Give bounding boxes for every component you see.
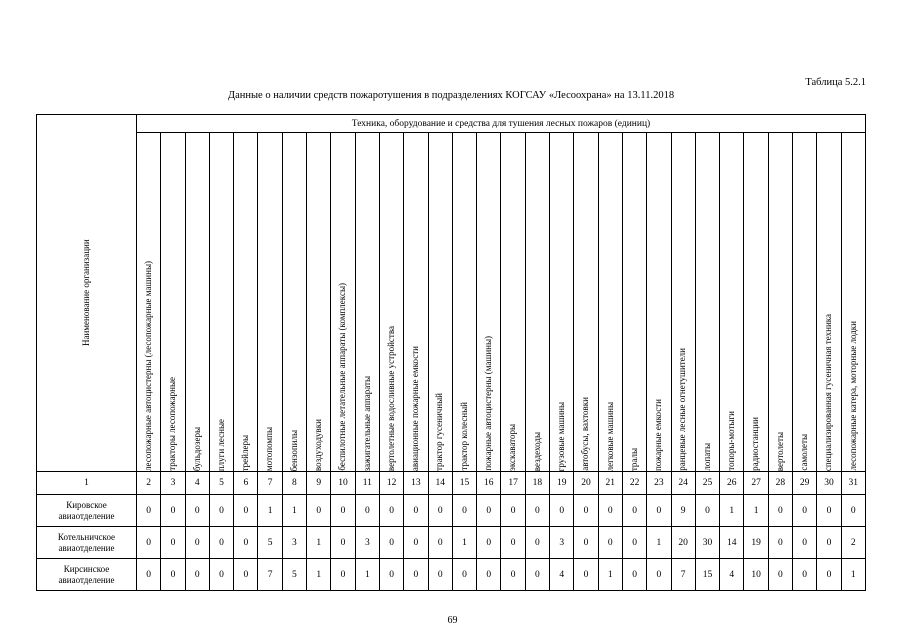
column-number-cell: 30 [817,472,841,495]
value-cell: 0 [404,559,428,591]
column-header-25 [695,133,719,472]
column-header-label: воздуходувки [313,418,323,471]
column-header-8 [282,133,306,472]
table-row [37,559,866,591]
value-cell: 0 [647,559,671,591]
value-cell: 1 [744,495,768,527]
column-header-label: пожарные емкости [653,399,664,471]
value-cell: 14 [720,527,744,559]
column-header-10 [331,133,355,472]
column-header-label: топоры-мотыги [726,411,737,471]
table-number: Таблица 5.2.1 [805,77,866,88]
column-header-label: бульдозеры [191,426,202,471]
value-cell: 15 [695,559,719,591]
organization-column-header [37,115,137,472]
organization-name-line: Котельничское [57,532,116,543]
column-number-cell: 3 [161,472,185,495]
value-cell: 0 [768,559,792,591]
column-header-label: вертолетные водосливные устройства [385,325,396,471]
column-number-cell: 23 [647,472,671,495]
column-header-11 [355,133,379,472]
organization-column-header-label: Наименование организации [80,239,91,347]
column-header-label: экскаваторы [507,424,518,471]
column-number-cell: 22 [622,472,646,495]
organization-name-cell [37,527,137,559]
organization-name-line: авиаотделение [58,542,115,553]
organization-name-line: Кировское [66,500,107,511]
value-cell: 0 [379,559,403,591]
organization-name-line: авиаотделение [58,574,115,585]
column-number-cell: 1 [37,472,137,495]
column-number-cell: 28 [768,472,792,495]
table-row [37,527,866,559]
value-cell: 3 [282,527,306,559]
value-cell: 4 [550,559,574,591]
value-cell: 0 [331,559,355,591]
value-cell: 19 [744,527,768,559]
column-number-cell: 5 [209,472,233,495]
value-cell: 0 [307,495,331,527]
value-cell: 0 [622,495,646,527]
value-cell: 9 [671,495,695,527]
value-cell: 0 [137,559,161,591]
column-header-24 [671,133,695,472]
column-header-28 [768,133,792,472]
value-cell: 1 [307,527,331,559]
column-header-label: тракторы лесопожарные [167,377,178,471]
column-header-6 [234,133,258,472]
value-cell: 0 [841,495,865,527]
column-header-30 [817,133,841,472]
value-cell: 0 [501,495,525,527]
value-cell: 0 [161,495,185,527]
column-header-label: ранцевые лесные огнетушители [677,348,688,471]
value-cell: 0 [161,559,185,591]
value-cell: 4 [720,559,744,591]
value-cell: 1 [598,559,622,591]
column-number-cell: 9 [307,472,331,495]
column-header-label: трактор гусеничный [434,393,445,471]
column-number-cell: 31 [841,472,865,495]
value-cell: 0 [379,495,403,527]
column-header-label: лесопожарные автоцистерны (лесопожарные машины) [142,261,153,471]
value-cell: 0 [622,559,646,591]
column-header-label: авиационные пожарные емкости [410,345,421,471]
column-number-cell: 12 [379,472,403,495]
value-cell: 0 [817,559,841,591]
equipment-group-header: Техника, оборудование и средства для тушения лесных пожаров (единиц) [137,115,866,133]
value-cell: 3 [355,527,379,559]
organization-name-cell [37,495,137,527]
value-cell: 0 [768,495,792,527]
value-cell: 1 [258,495,282,527]
column-header-22 [622,133,646,472]
column-header-19 [550,133,574,472]
column-header-4 [185,133,209,472]
value-cell: 0 [234,559,258,591]
value-cell: 0 [428,559,452,591]
value-cell: 0 [525,527,549,559]
column-header-9 [307,133,331,472]
value-cell: 0 [355,495,379,527]
value-cell: 0 [598,495,622,527]
value-cell: 0 [793,527,817,559]
column-header-label: лопаты [701,443,712,471]
column-number-cell: 13 [404,472,428,495]
column-header-label: бензопилы [288,429,299,471]
column-number-cell: 29 [793,472,817,495]
column-header-label: вездеходы [531,431,542,471]
column-header-12 [379,133,403,472]
value-cell: 0 [209,527,233,559]
column-header-27 [744,133,768,472]
value-cell: 0 [331,527,355,559]
value-cell: 0 [550,495,574,527]
value-cell: 10 [744,559,768,591]
column-header-label: пожарные автоцистерны (машины) [483,336,494,471]
column-number-cell: 21 [598,472,622,495]
column-number-cell: 18 [525,472,549,495]
column-header-14 [428,133,452,472]
column-number-cell: 4 [185,472,209,495]
column-header-20 [574,133,598,472]
column-header-label: тралы [628,447,639,471]
organization-name-line: авиаотделение [58,510,115,521]
value-cell: 0 [477,559,501,591]
value-cell: 0 [817,527,841,559]
organization-name-line: Кирсинское [63,564,110,575]
value-cell: 0 [695,495,719,527]
column-header-label: радиостанции [750,417,761,471]
value-cell: 0 [452,559,476,591]
column-number-cell: 6 [234,472,258,495]
column-header-label: легковые машины [604,401,615,471]
value-cell: 3 [550,527,574,559]
column-number-cell: 10 [331,472,355,495]
group-header-row [37,115,866,133]
value-cell: 0 [428,495,452,527]
value-cell: 0 [793,495,817,527]
value-cell: 0 [501,559,525,591]
column-numbers-row [37,472,866,495]
value-cell: 0 [525,495,549,527]
column-header-13 [404,133,428,472]
column-header-label: трейлеры [240,434,251,471]
column-number-cell: 24 [671,472,695,495]
column-number-cell: 14 [428,472,452,495]
column-number-cell: 19 [550,472,574,495]
value-cell: 1 [647,527,671,559]
column-headers-row [37,133,866,472]
column-header-label: грузовые машины [555,401,566,471]
organization-name-cell [37,559,137,591]
value-cell: 0 [185,527,209,559]
table-row [37,495,866,527]
column-header-label: трактор колесный [458,402,469,471]
column-number-cell: 2 [137,472,161,495]
column-header-17 [501,133,525,472]
value-cell: 0 [477,495,501,527]
value-cell: 0 [768,527,792,559]
value-cell: 1 [355,559,379,591]
value-cell: 0 [428,527,452,559]
column-number-cell: 8 [282,472,306,495]
value-cell: 2 [841,527,865,559]
value-cell: 1 [841,559,865,591]
column-header-21 [598,133,622,472]
column-header-2 [137,133,161,472]
column-header-31 [841,133,865,472]
column-header-label: автобусы, вахтовки [580,397,591,471]
value-cell: 0 [574,495,598,527]
column-header-29 [793,133,817,472]
column-header-3 [161,133,185,472]
column-header-label: самолеты [798,434,809,471]
column-header-label: плуги лесные [215,418,226,471]
column-header-18 [525,133,549,472]
value-cell: 0 [574,559,598,591]
value-cell: 0 [404,527,428,559]
value-cell: 0 [574,527,598,559]
value-cell: 0 [452,495,476,527]
value-cell: 0 [598,527,622,559]
value-cell: 0 [477,527,501,559]
value-cell: 0 [137,495,161,527]
column-header-label: мотопомпы [264,426,275,471]
column-number-cell: 25 [695,472,719,495]
value-cell: 7 [671,559,695,591]
value-cell: 5 [282,559,306,591]
column-number-cell: 17 [501,472,525,495]
value-cell: 0 [331,495,355,527]
column-number-cell: 20 [574,472,598,495]
value-cell: 0 [185,495,209,527]
column-header-15 [452,133,476,472]
value-cell: 0 [161,527,185,559]
value-cell: 0 [209,495,233,527]
value-cell: 0 [817,495,841,527]
column-number-cell: 16 [477,472,501,495]
value-cell: 0 [647,495,671,527]
value-cell: 0 [234,495,258,527]
page-number: 69 [447,615,458,626]
value-cell: 0 [501,527,525,559]
column-header-26 [720,133,744,472]
column-header-label: беспилотные летательные аппараты (комплексы) [337,283,348,471]
column-header-16 [477,133,501,472]
value-cell: 1 [307,559,331,591]
value-cell: 0 [525,559,549,591]
value-cell: 1 [282,495,306,527]
value-cell: 30 [695,527,719,559]
column-header-label: зажигательные аппараты [361,375,372,471]
column-header-label: вертолеты [774,431,785,471]
value-cell: 1 [720,495,744,527]
value-cell: 7 [258,559,282,591]
value-cell: 0 [793,559,817,591]
value-cell: 0 [234,527,258,559]
value-cell: 0 [185,559,209,591]
fire-equipment-table [36,114,866,591]
column-header-23 [647,133,671,472]
value-cell: 0 [404,495,428,527]
value-cell: 20 [671,527,695,559]
column-number-cell: 27 [744,472,768,495]
value-cell: 0 [622,527,646,559]
value-cell: 0 [379,527,403,559]
column-header-label: лесопожарные катера, моторные лодки [847,321,858,471]
column-header-label: специализированная гусеничная техника [823,313,834,471]
column-number-cell: 26 [720,472,744,495]
value-cell: 0 [137,527,161,559]
column-number-cell: 11 [355,472,379,495]
column-header-7 [258,133,282,472]
table-title: Данные о наличии средств пожаротушения в подразделениях КОГСАУ «Лесоохрана» на 13.11.2018 [227,90,675,101]
value-cell: 5 [258,527,282,559]
value-cell: 0 [209,559,233,591]
column-number-cell: 15 [452,472,476,495]
value-cell: 1 [452,527,476,559]
column-number-cell: 7 [258,472,282,495]
column-header-5 [209,133,233,472]
